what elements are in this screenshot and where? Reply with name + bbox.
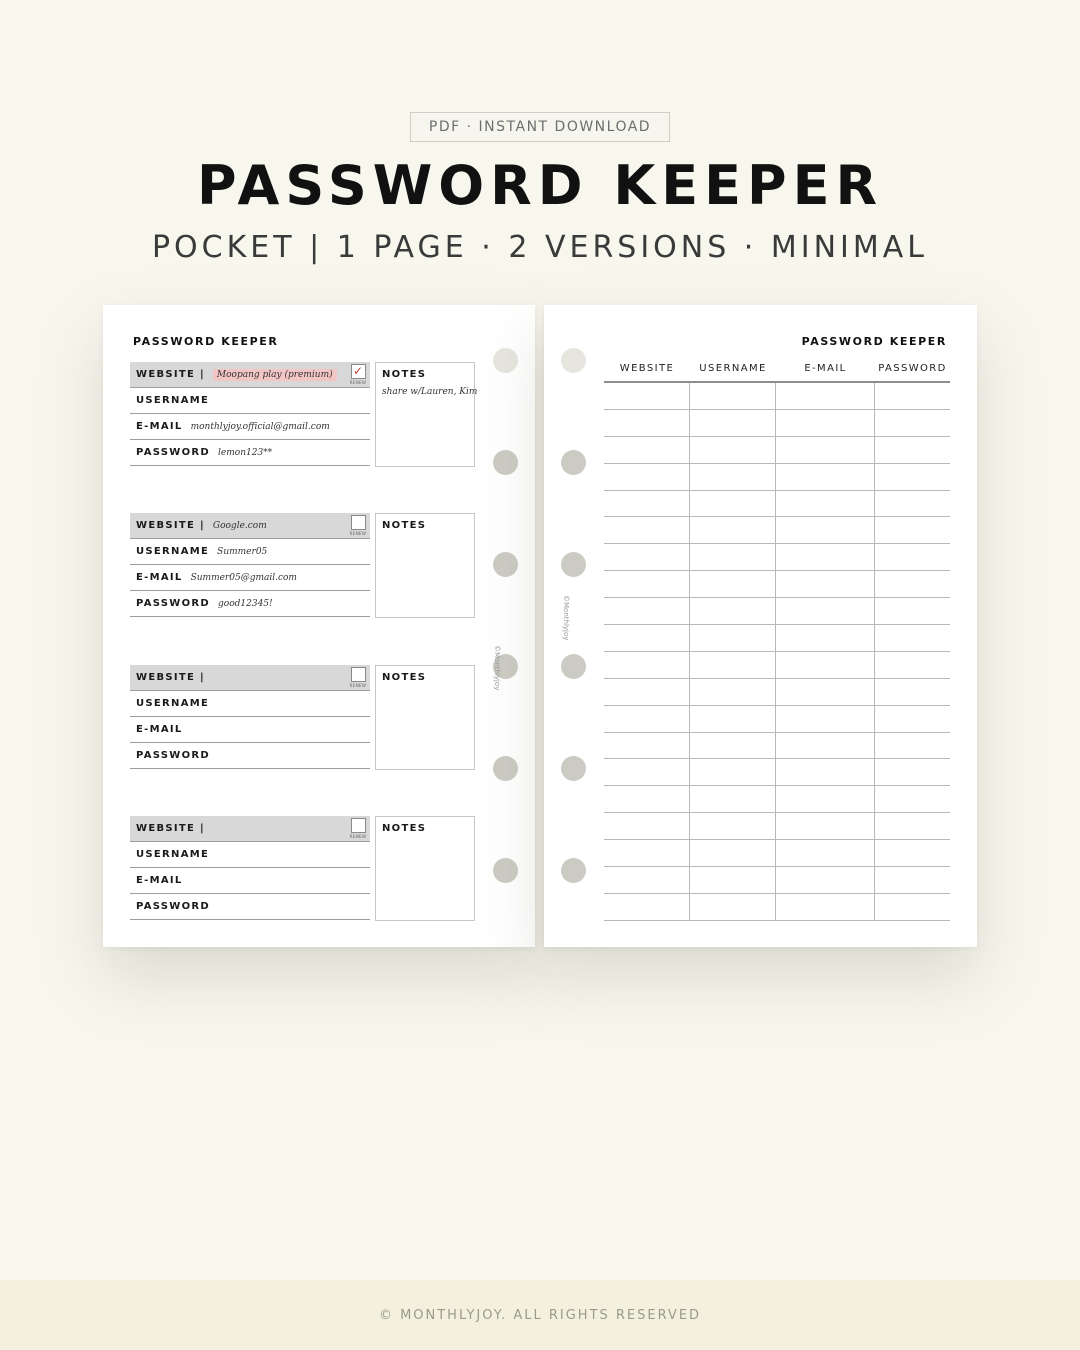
- renew-label: RENEW: [349, 531, 367, 536]
- entry-fields: [130, 362, 370, 467]
- table-cell[interactable]: [875, 679, 950, 705]
- email-value: monthlyjoy.official@gmail.com: [190, 421, 330, 432]
- table-header: [604, 359, 950, 383]
- page-copyright: ©Monthlyjoy: [562, 595, 570, 641]
- email-row: [130, 565, 370, 591]
- table-cell[interactable]: [690, 544, 776, 570]
- username-label: USERNAME: [136, 698, 210, 709]
- password-row: [130, 440, 370, 466]
- table-cell[interactable]: [875, 813, 950, 839]
- table-cell[interactable]: [690, 813, 776, 839]
- table-cell[interactable]: [604, 571, 690, 597]
- table-cell[interactable]: [776, 464, 875, 490]
- username-row: [130, 388, 370, 414]
- table-cell[interactable]: [875, 517, 950, 543]
- renew-checkbox[interactable]: [349, 364, 367, 386]
- table-cell[interactable]: [776, 759, 875, 785]
- table-cell[interactable]: [776, 491, 875, 517]
- notes-label: NOTES: [382, 823, 427, 834]
- password-entry: [130, 816, 475, 921]
- website-row: [130, 816, 370, 842]
- table-cell[interactable]: [690, 410, 776, 436]
- entry-fields: [130, 665, 370, 770]
- entry-fields: [130, 816, 370, 921]
- renew-label: RENEW: [349, 683, 367, 688]
- table-cell[interactable]: [776, 383, 875, 409]
- table-cell[interactable]: [690, 464, 776, 490]
- table-cell[interactable]: [776, 544, 875, 570]
- website-row: [130, 513, 370, 539]
- binder-ring-icon: [493, 756, 518, 781]
- table-cell[interactable]: [875, 706, 950, 732]
- checkbox-icon: [351, 515, 366, 530]
- table-row: [604, 867, 950, 894]
- password-label: PASSWORD: [136, 901, 211, 912]
- table-cell[interactable]: [776, 598, 875, 624]
- table-body: [604, 383, 950, 921]
- table-cell[interactable]: [776, 733, 875, 759]
- password-value: good12345!: [218, 598, 273, 609]
- email-label: E-MAIL: [136, 572, 183, 583]
- notes-value: share w/Lauren, Kim: [382, 387, 478, 397]
- password-row: [130, 743, 370, 769]
- table-cell[interactable]: [776, 813, 875, 839]
- table-row: [604, 517, 950, 544]
- renew-checkbox[interactable]: [349, 818, 367, 840]
- table-cell[interactable]: [875, 598, 950, 624]
- table-cell[interactable]: [875, 625, 950, 651]
- binder-ring-icon: [561, 756, 586, 781]
- checkbox-icon: [351, 667, 366, 682]
- website-label: WEBSITE |: [136, 369, 205, 380]
- username-row: [130, 842, 370, 868]
- table-row: [604, 894, 950, 921]
- checkbox-icon: [351, 818, 366, 833]
- password-label: PASSWORD: [136, 750, 211, 761]
- table-cell[interactable]: [604, 652, 690, 678]
- table-row: [604, 598, 950, 625]
- table-cell[interactable]: [776, 517, 875, 543]
- password-row: [130, 591, 370, 617]
- table-cell[interactable]: [604, 544, 690, 570]
- username-row: [130, 539, 370, 565]
- table-cell[interactable]: [690, 625, 776, 651]
- table-cell[interactable]: [776, 625, 875, 651]
- table-cell[interactable]: [875, 491, 950, 517]
- table-cell[interactable]: [604, 679, 690, 705]
- email-row: [130, 717, 370, 743]
- page-copyright: ©Monthlyjoy: [493, 645, 501, 691]
- table-cell[interactable]: [604, 733, 690, 759]
- table-cell[interactable]: [604, 759, 690, 785]
- website-row: [130, 362, 370, 388]
- email-label: E-MAIL: [136, 421, 183, 432]
- format-badge: PDF · INSTANT DOWNLOAD: [410, 112, 670, 142]
- column-header-email: E-MAIL: [804, 363, 847, 374]
- notes-box: [375, 362, 478, 467]
- email-value: Summer05@gmail.com: [190, 572, 297, 583]
- table-row: [604, 733, 950, 760]
- table-cell[interactable]: [604, 410, 690, 436]
- table-row: [604, 383, 950, 410]
- website-label: WEBSITE |: [136, 823, 205, 834]
- table-cell[interactable]: [690, 437, 776, 463]
- table-cell[interactable]: [875, 867, 950, 893]
- username-value: Summer05: [217, 546, 268, 557]
- footer-copyright: © MONTHLYJOY. ALL RIGHTS RESERVED: [0, 1280, 1080, 1350]
- left-page-heading: PASSWORD KEEPER: [133, 335, 279, 348]
- notes-label: NOTES: [382, 520, 427, 531]
- table-cell[interactable]: [690, 867, 776, 893]
- table-cell[interactable]: [776, 706, 875, 732]
- table-cell[interactable]: [776, 437, 875, 463]
- binder-ring-icon: [561, 858, 586, 883]
- table-row: [604, 786, 950, 813]
- table-row: [604, 679, 950, 706]
- table-cell[interactable]: [690, 786, 776, 812]
- renew-label: RENEW: [349, 380, 367, 385]
- table-cell[interactable]: [690, 894, 776, 920]
- username-label: USERNAME: [136, 849, 210, 860]
- table-cell[interactable]: [875, 571, 950, 597]
- binder-ring-icon: [561, 552, 586, 577]
- table-row: [604, 840, 950, 867]
- email-row: [130, 414, 370, 440]
- table-cell[interactable]: [875, 786, 950, 812]
- column-header-password: PASSWORD: [878, 363, 947, 374]
- table-cell[interactable]: [875, 840, 950, 866]
- email-label: E-MAIL: [136, 875, 183, 886]
- notes-label: NOTES: [382, 672, 427, 683]
- table-cell[interactable]: [776, 894, 875, 920]
- username-row: [130, 691, 370, 717]
- table-cell[interactable]: [690, 491, 776, 517]
- website-label: WEBSITE |: [136, 672, 205, 683]
- renew-checkbox[interactable]: [349, 667, 367, 689]
- table-cell[interactable]: [776, 786, 875, 812]
- table-cell[interactable]: [690, 598, 776, 624]
- password-label: PASSWORD: [136, 598, 211, 609]
- table-row: [604, 759, 950, 786]
- password-entry: [130, 665, 475, 770]
- website-row: [130, 665, 370, 691]
- website-value: [213, 370, 337, 380]
- table-row: [604, 652, 950, 679]
- binder-ring-icon: [561, 450, 586, 475]
- notes-label: NOTES: [382, 369, 427, 380]
- table-row: [604, 706, 950, 733]
- table-cell[interactable]: [690, 652, 776, 678]
- table-cell[interactable]: [604, 625, 690, 651]
- table-cell[interactable]: [875, 464, 950, 490]
- table-cell[interactable]: [690, 840, 776, 866]
- table-cell[interactable]: [604, 867, 690, 893]
- table-cell[interactable]: [604, 437, 690, 463]
- notes-box: [375, 665, 475, 770]
- password-label: PASSWORD: [136, 447, 211, 458]
- column-header-website: WEBSITE: [619, 363, 675, 374]
- right-page-heading: PASSWORD KEEPER: [801, 335, 947, 348]
- table-cell[interactable]: [604, 491, 690, 517]
- website-value: Google.com: [212, 520, 267, 531]
- table-cell[interactable]: [604, 706, 690, 732]
- password-value: lemon123**: [218, 447, 273, 458]
- table-cell[interactable]: [604, 383, 690, 409]
- table-cell[interactable]: [604, 813, 690, 839]
- table-cell[interactable]: [776, 571, 875, 597]
- table-row: [604, 491, 950, 518]
- table-row: [604, 544, 950, 571]
- binder-ring-icon: [561, 654, 586, 679]
- table-row: [604, 464, 950, 491]
- password-row: [130, 894, 370, 920]
- email-label: E-MAIL: [136, 724, 183, 735]
- table-row: [604, 410, 950, 437]
- table-cell[interactable]: [604, 464, 690, 490]
- notes-box: [375, 816, 475, 921]
- renew-label: RENEW: [349, 834, 367, 839]
- table-cell[interactable]: [690, 517, 776, 543]
- renew-checkbox[interactable]: [349, 515, 367, 537]
- table-cell[interactable]: [604, 786, 690, 812]
- column-header-username: USERNAME: [699, 363, 767, 374]
- table-cell[interactable]: [875, 652, 950, 678]
- table-cell[interactable]: [875, 759, 950, 785]
- table-row: [604, 625, 950, 652]
- table-cell[interactable]: [604, 840, 690, 866]
- left-planner-page: [103, 305, 535, 947]
- table-row: [604, 813, 950, 840]
- notes-box: [375, 513, 475, 618]
- check-icon: ✓: [351, 364, 366, 379]
- table-cell[interactable]: [604, 894, 690, 920]
- entry-fields: [130, 513, 370, 618]
- password-table: [604, 359, 950, 921]
- table-cell[interactable]: [690, 706, 776, 732]
- password-entry: [130, 513, 475, 618]
- table-cell[interactable]: [776, 410, 875, 436]
- binder-ring-icon: [561, 348, 586, 373]
- table-cell[interactable]: [776, 652, 875, 678]
- website-value-highlight: Moopang play (premium): [213, 369, 337, 381]
- table-cell[interactable]: [690, 733, 776, 759]
- binder-ring-icon: [493, 858, 518, 883]
- table-cell[interactable]: [604, 598, 690, 624]
- username-label: USERNAME: [136, 395, 210, 406]
- binder-ring-icon: [493, 552, 518, 577]
- table-cell[interactable]: [690, 383, 776, 409]
- password-entry: [130, 362, 478, 467]
- email-row: [130, 868, 370, 894]
- table-cell[interactable]: [776, 840, 875, 866]
- table-cell[interactable]: [776, 867, 875, 893]
- product-subtitle: POCKET | 1 PAGE · 2 VERSIONS · MINIMAL: [151, 230, 929, 265]
- product-title: PASSWORD KEEPER: [196, 154, 884, 217]
- website-label: WEBSITE |: [136, 520, 205, 531]
- table-cell[interactable]: [604, 517, 690, 543]
- table-cell[interactable]: [690, 759, 776, 785]
- table-cell[interactable]: [875, 383, 950, 409]
- table-cell[interactable]: [690, 571, 776, 597]
- table-row: [604, 437, 950, 464]
- username-label: USERNAME: [136, 546, 210, 557]
- table-cell[interactable]: [776, 679, 875, 705]
- table-cell[interactable]: [875, 410, 950, 436]
- table-cell[interactable]: [875, 894, 950, 920]
- table-cell[interactable]: [875, 544, 950, 570]
- binder-ring-icon: [493, 450, 518, 475]
- table-cell[interactable]: [875, 437, 950, 463]
- table-cell[interactable]: [875, 733, 950, 759]
- binder-ring-icon: [493, 348, 518, 373]
- table-row: [604, 571, 950, 598]
- right-planner-page: [544, 305, 977, 947]
- table-cell[interactable]: [690, 679, 776, 705]
